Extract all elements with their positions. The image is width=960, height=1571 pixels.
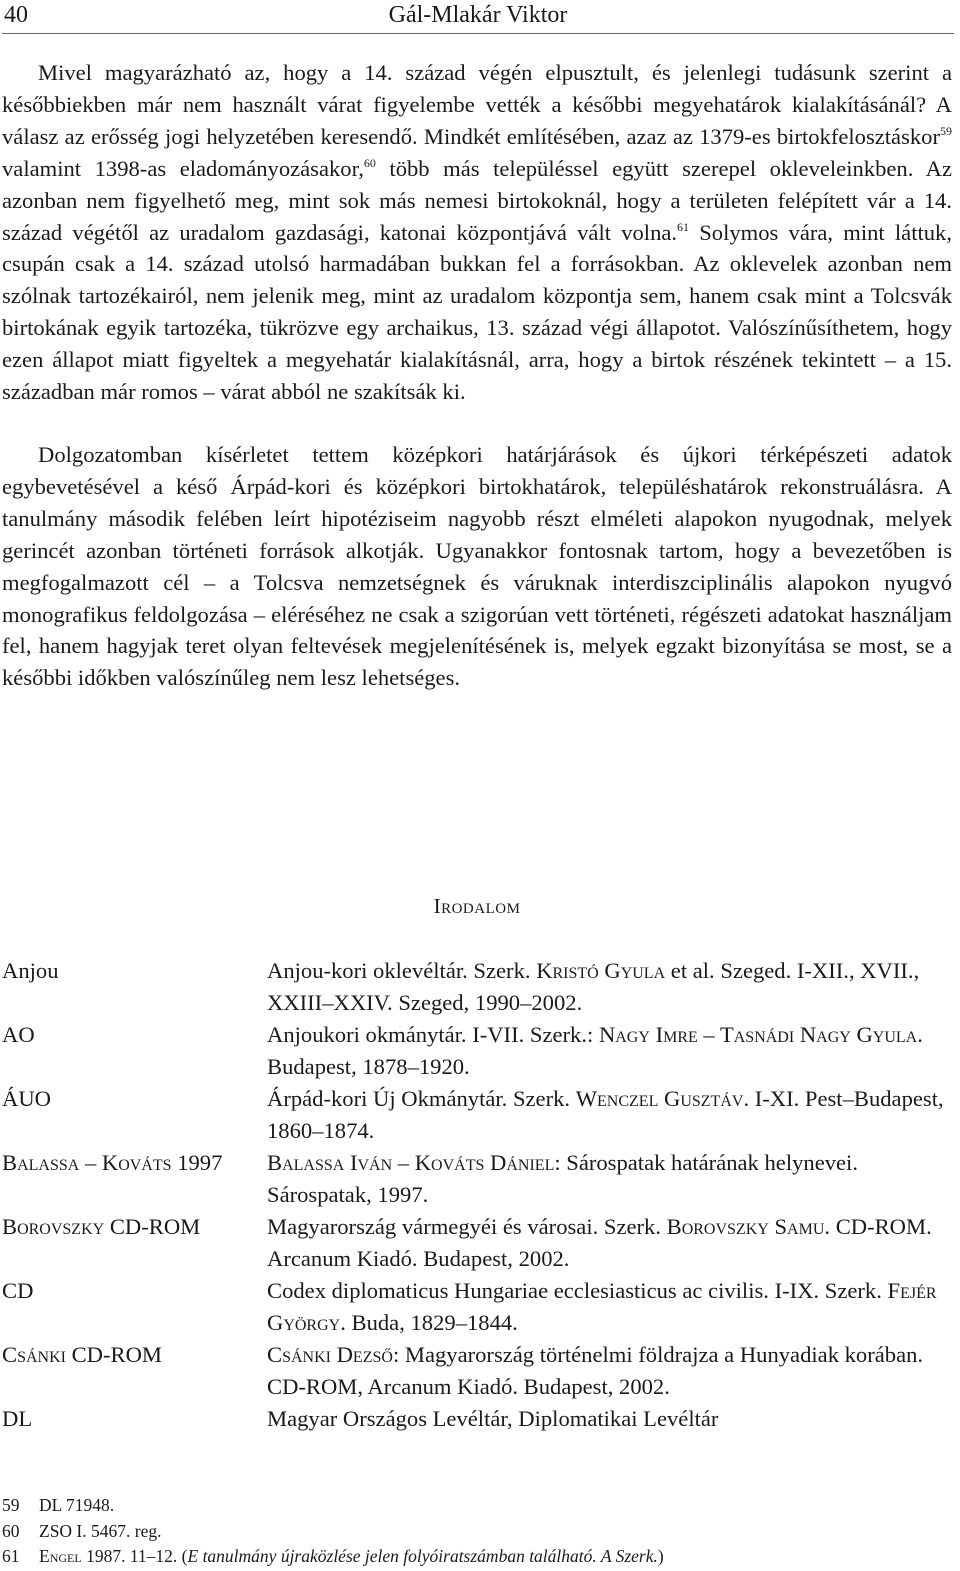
reference-entry: [2, 955, 954, 1019]
footnote-ref-61[interactable]: 61: [677, 219, 690, 234]
footnote-number: 61: [2, 1546, 20, 1566]
reference-abbr-author: Csánki: [2, 1342, 66, 1367]
reference-entry: [2, 1339, 954, 1403]
p1-text-c: több más településsel együtt szerepel okleveleinkben. Az azonban nem figyelhető meg, mint sok más nemesi birtokoknál, hogy a területen felépített vár a 14. század végétől az uradalom gazdasági, katonai központjává vált volna.: [2, 155, 953, 245]
reference-author: Wenczel Gusztáv: [575, 1086, 744, 1111]
reference-author: Fejér György: [267, 1278, 937, 1335]
footnote-59: [2, 1493, 954, 1519]
reference-text: Anjou-kori oklevéltár. Szerk.: [267, 958, 537, 983]
reference-entry: [2, 1211, 954, 1275]
reference-text: . Buda, 1829–1844.: [340, 1310, 518, 1335]
reference-abbr: [2, 1147, 222, 1179]
footnote-text: ZSO I. 5467. reg.: [39, 1520, 162, 1541]
reference-text: . Budapest, 1878–1920.: [267, 1022, 923, 1079]
reference-abbr-suffix: CD-ROM: [104, 1214, 201, 1239]
p1-text-b: valamint 1398-as eladományozásakor,: [2, 155, 364, 181]
reference-entry: [2, 1147, 954, 1211]
reference-abbr: DL: [2, 1406, 33, 1431]
reference-entry: [2, 1403, 954, 1435]
reference-author: Kristó Gyula: [536, 958, 666, 983]
reference-abbr: [2, 1211, 200, 1243]
reference-text: . CD-ROM. Arcanum Kiadó. Budapest, 2002.: [267, 1214, 932, 1271]
reference-text: et al. Szeged. I-XII., XVII., XXIII–XXIV. Szeged, 1990–2002.: [267, 958, 920, 1015]
reference-author: Balassa Iván – Kováts Dániel: [267, 1150, 555, 1175]
reference-text: : Sárospatak határának helynevei. Sárospatak, 1997.: [267, 1150, 858, 1207]
reference-abbr-author: Balassa – Kováts: [2, 1150, 172, 1175]
reference-abbr: AO: [2, 1022, 35, 1047]
reference-abbr-suffix: CD-ROM: [65, 1342, 163, 1367]
footnotes: [2, 1493, 954, 1570]
reference-entry: [2, 1275, 954, 1339]
running-author: Gál-Mlakár Viktor: [388, 2, 568, 28]
p1-text-d: Solymos vára, mint láttuk, csupán csak a 14. század utolsó harmadában bukkan fel a forrásokban. Az oklevelek azonban nem szólnak tartozékairól, nem jelenik meg, mint az uradalom központja sem, hanem csak mint a Tolcsvák birtokának egyik tartozéka, tükrözve egy archaikus, 13. század végi állapotot. Valószínűsíthetem, hogy ezen állapot miatt figyeltek a megyehatár kialakításnál, arra, hogy a birtok részének tekintett – a 15. században már romos – várat abból ne szakítsák ki.: [2, 219, 952, 405]
bibliography-list: [2, 955, 954, 1435]
p1-text-a: Mivel magyarázható az, hogy a 14. század végén elpusztult, és jelenlegi tudásunk szerint a későbbiekben már nem használt várat figyelembe vették a későbbi megyehatárok kialakításánál? A válasz az erősség jogi helyzetében keresendő. Mindkét említésében, azaz az 1379-es birtokfelosztáskor: [2, 60, 952, 149]
reference-author: Nagy Imre – Tasnádi Nagy Gyula: [598, 1022, 918, 1047]
footnote-ref-60[interactable]: 60: [363, 155, 376, 170]
reference-text: Anjoukori okmánytár. I-VII. Szerk.:: [267, 1022, 599, 1047]
footnote-close-paren: ): [657, 1546, 664, 1566]
footnote-number: 59: [2, 1495, 20, 1515]
footnote-ref-59[interactable]: 59: [940, 123, 952, 138]
reference-abbr: [2, 1339, 162, 1371]
paragraph-2: Dolgozatomban kísérletet tettem középkori határjárások és újkori térképészeti adatok egybevetésével a késő Árpád-kori és középkori birtokhatárok, településhatárok rekonstruálásra. A tanulmány második felében leírt hipotéziseim nagyobb részt elméleti alapokon nyugodnak, melyek gerincét azonban történeti források alkotják. Ugyanakkor fontosnak tartom, hogy a bevezetőben is megfogalmazott cél – a Tolcsva nemzetségnek és váruknak interdiszciplinális alapokon nyugvó monografikus feldolgozása – eléréséhez ne csak a szigorúan vett történeti, régészeti adatokat használjam fel, hanem hagyjak teret olyan feltevések megjelenítésének is, melyek egzakt bizonyítása se most, se a későbbi időkben valószínűleg nem lesz lehetséges.: [2, 441, 952, 691]
reference-text: Magyarország vármegyéi és városai. Szerk.: [267, 1214, 667, 1239]
bibliography-heading: Irodalom: [433, 894, 521, 918]
footnote-author: Engel: [39, 1546, 82, 1566]
reference-abbr-author: Borovszky: [2, 1214, 105, 1239]
reference-entry: [2, 1083, 954, 1147]
reference-text: Magyar Országos Levéltár, Diplomatikai Levéltár: [267, 1406, 719, 1431]
page-number: 40: [4, 2, 28, 28]
reference-text: Árpád-kori Új Okmánytár. Szerk.: [267, 1086, 576, 1111]
paragraph-1: [2, 57, 952, 408]
footnote-italic-note: E tanulmány újraközlése jelen folyóiratszámban található. A Szerk.: [187, 1546, 658, 1566]
reference-abbr: ÁUO: [2, 1086, 51, 1111]
footnote-61: [2, 1544, 954, 1570]
reference-abbr: Anjou: [2, 958, 59, 983]
reference-abbr: CD: [2, 1278, 34, 1303]
footnote-text: DL 71948.: [39, 1495, 115, 1515]
footnote-text: 1987. 11–12. (: [81, 1546, 188, 1566]
reference-text: . I-XI. Pest–Budapest, 1860–1874.: [267, 1086, 944, 1143]
reference-author: Borovszky Samu: [666, 1214, 825, 1239]
footnote-number: 60: [2, 1520, 20, 1541]
reference-entry: [2, 1019, 954, 1083]
reference-text: Codex diplomaticus Hungariae ecclesiasticus ac civilis. I-IX. Szerk.: [267, 1278, 888, 1303]
reference-abbr-year: 1997: [171, 1150, 223, 1175]
running-header: [2, 0, 954, 34]
reference-text: : Magyarország történelmi földrajza a Hunyadiak korában. CD-ROM, Arcanum Kiadó. Budapest, 2002.: [267, 1342, 924, 1399]
reference-author: Csánki Dezső: [267, 1342, 393, 1367]
main-text: [2, 57, 952, 694]
footnote-60: [2, 1519, 954, 1545]
